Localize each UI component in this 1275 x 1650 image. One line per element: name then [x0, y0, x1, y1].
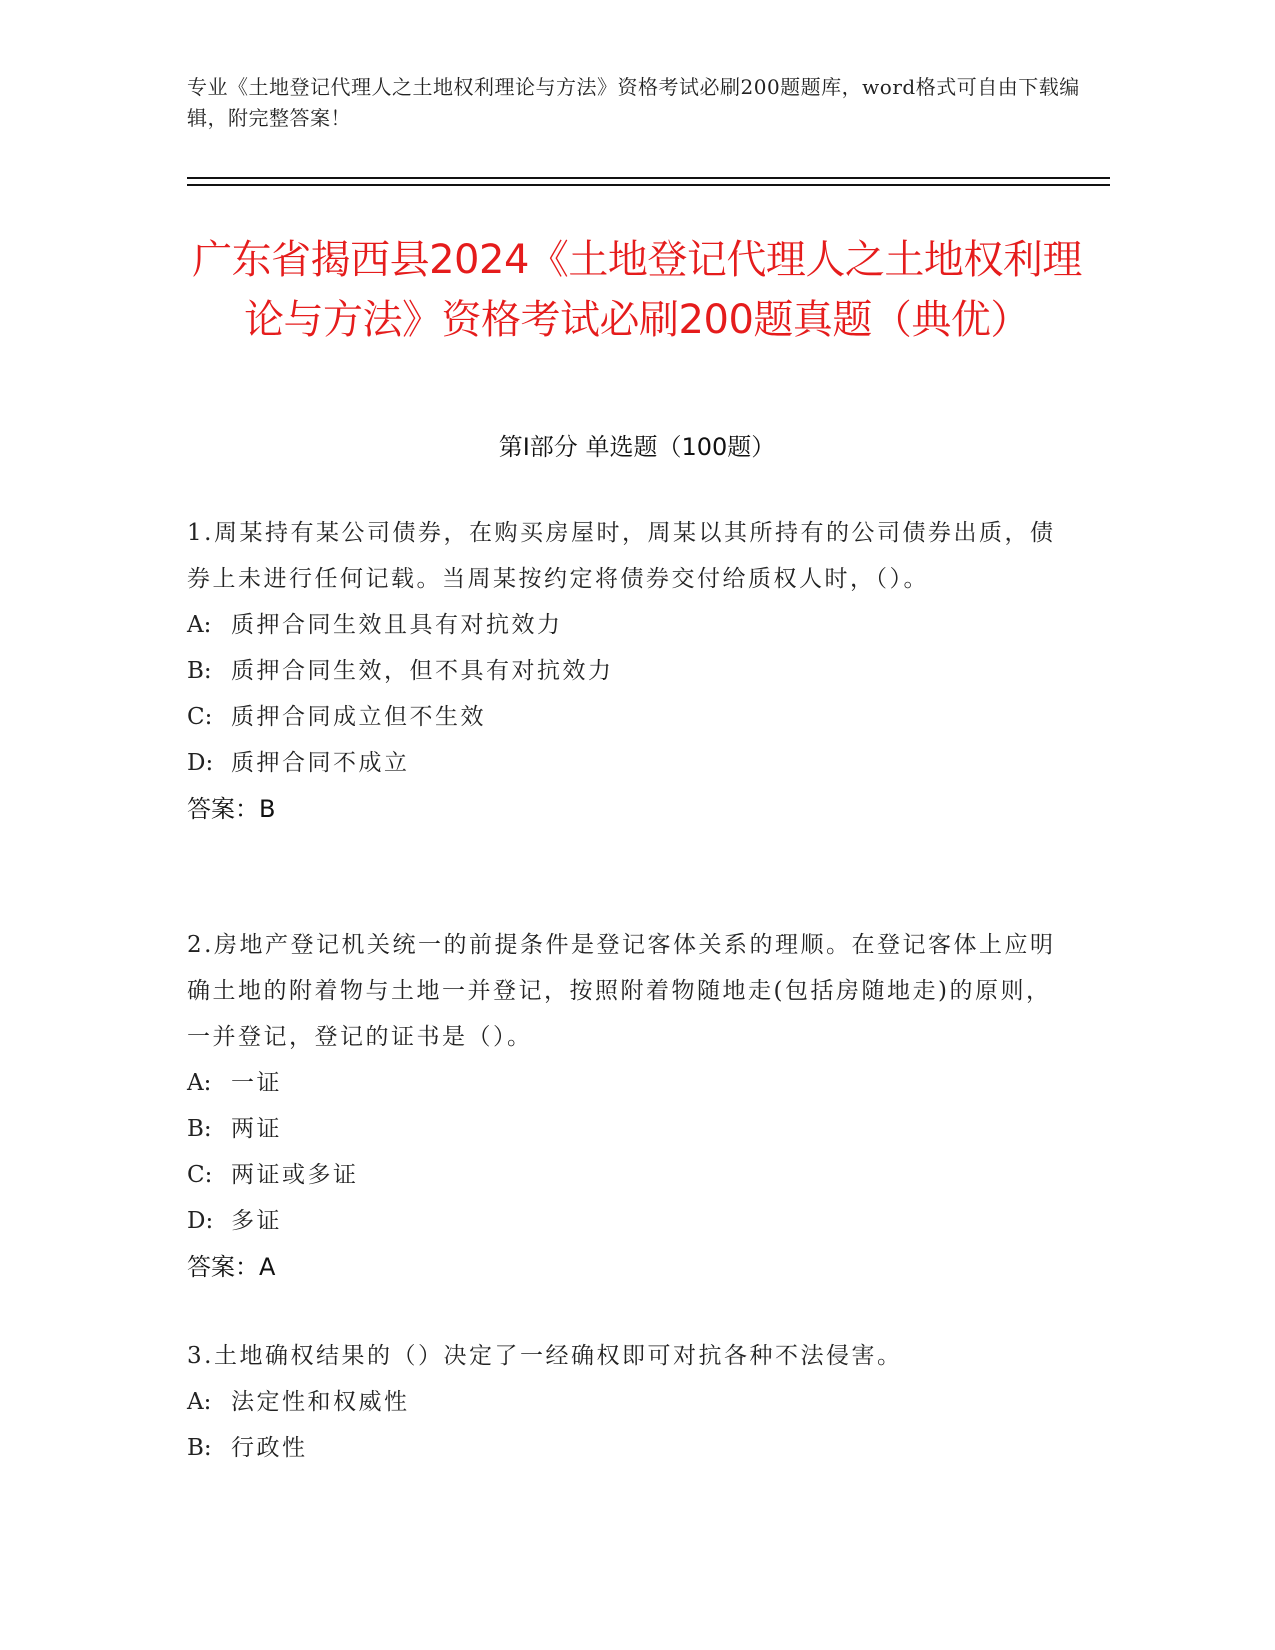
- option-text: 两证: [231, 1116, 282, 1142]
- option-key: A:: [187, 1070, 212, 1096]
- question-1: [187, 510, 1067, 832]
- header-note: 专业《土地登记代理人之土地权利理论与方法》资格考试必刷200题题库，word格式可自由下载编辑，附完整答案！: [187, 75, 1080, 130]
- question-3: [187, 1333, 1067, 1471]
- option-d: [187, 1198, 1067, 1244]
- option-text: 两证或多证: [231, 1162, 359, 1188]
- header-divider-top: [187, 177, 1110, 179]
- option-a: [187, 1379, 1067, 1425]
- option-key: C:: [187, 1162, 213, 1188]
- option-key: B:: [187, 1435, 212, 1461]
- option-key: D:: [187, 750, 214, 776]
- option-key: D:: [187, 1208, 214, 1234]
- document-title: 广东省揭西县2024《土地登记代理人之土地权利理论与方法》资格考试必刷200题真题（典优）: [192, 237, 1082, 343]
- option-a: [187, 602, 1067, 648]
- option-text: 质押合同不成立: [231, 750, 410, 776]
- option-key: B:: [187, 1116, 212, 1142]
- question-stem: 3.土地确权结果的（）决定了一经确权即可对抗各种不法侵害。: [187, 1343, 903, 1369]
- header-divider-bottom: [187, 184, 1110, 186]
- option-key: A:: [187, 1389, 212, 1415]
- question-stem: 1.周某持有某公司债券，在购买房屋时，周某以其所持有的公司债券出质，债券上未进行任何记载。当周某按约定将债券交付给质权人时，（）。: [187, 520, 1056, 592]
- option-c: [187, 694, 1067, 740]
- option-text: 质押合同生效且具有对抗效力: [231, 612, 563, 638]
- question-stem: 2.房地产登记机关统一的前提条件是登记客体关系的理顺。在登记客体上应明确土地的附着物与土地一并登记，按照附着物随地走(包括房随地走)的原则，一并登记，登记的证书是（）。: [187, 932, 1056, 1050]
- option-text: 一证: [231, 1070, 282, 1096]
- option-text: 质押合同成立但不生效: [231, 704, 486, 730]
- option-text: 多证: [231, 1208, 282, 1234]
- question-2: [187, 922, 1067, 1290]
- option-d: [187, 740, 1067, 786]
- option-a: [187, 1060, 1067, 1106]
- option-text: 质押合同生效，但不具有对抗效力: [231, 658, 614, 684]
- option-text: 法定性和权威性: [231, 1389, 410, 1415]
- option-b: [187, 1425, 1067, 1471]
- answer-line: 答案：A: [187, 1253, 276, 1281]
- option-key: A:: [187, 612, 212, 638]
- option-b: [187, 648, 1067, 694]
- option-c: [187, 1152, 1067, 1198]
- section-heading: 第Ⅰ部分 单选题（100题）: [498, 433, 776, 461]
- answer-line: 答案：B: [187, 795, 276, 823]
- option-key: B:: [187, 658, 212, 684]
- option-text: 行政性: [231, 1435, 308, 1461]
- option-b: [187, 1106, 1067, 1152]
- option-key: C:: [187, 704, 213, 730]
